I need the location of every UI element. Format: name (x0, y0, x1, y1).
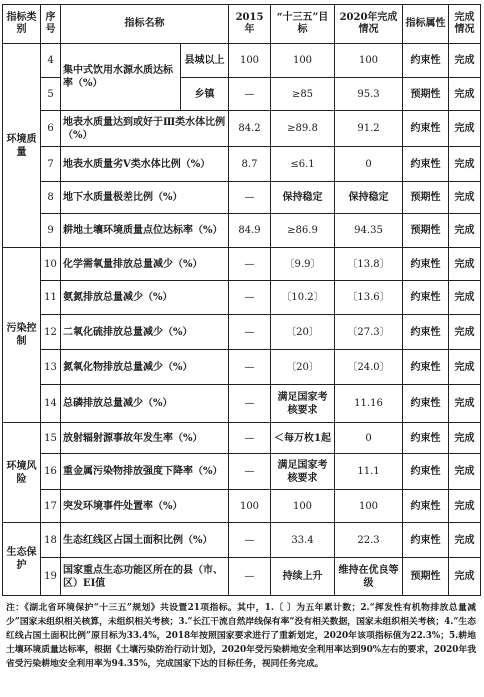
row-2015: — (229, 182, 271, 214)
table-row (3, 490, 481, 523)
row-2015: — (229, 385, 271, 423)
header-2015: 2015年 (229, 5, 271, 44)
header-status: 完成情况 (449, 5, 481, 44)
row-target: 〔9.9〕 (271, 248, 335, 281)
table-footnote: 注：《湖北省环境保护“十三五”规划》共设置21项指标。其中，1.〔 〕为五年累计数；2.“挥发性有机物排放总量减少”国家未组织相关核算，未组织相关考核；3.“长江干流自然岸线保有率”没有相关数据，国家未组织相关考核；4.“生态红线占国土面积比例”原目标为33.4%，2018年按照国家要求进行了重新划定，2020年该项指标值为22.3%；5.耕地土壤环境质量达标率，根据《土壤污染防治行动计划》，2020年受污染耕地安全利用率达到90%左右的要求，2020年我省受污染耕地安全利用率为94.35%，完成国家下达的目标任务，视同任务完成。 (6, 603, 476, 669)
row-name: 放射辐射源事故年发生率（%） (61, 423, 229, 454)
row-target: 〔20〕 (271, 315, 335, 350)
row-status: 完成 (449, 147, 481, 182)
table-row (3, 44, 481, 78)
table-row (3, 385, 481, 423)
row-status: 完成 (449, 385, 481, 423)
row-status: 完成 (449, 78, 481, 111)
row-no: 4 (41, 44, 61, 78)
row-name: 地下水质量极差比例（%） (61, 182, 229, 214)
row-attr: 预期性 (403, 558, 449, 596)
row-no: 7 (41, 147, 61, 182)
row-name: 重金属污染物排放强度下降率（%） (61, 454, 229, 490)
row-2015: 84.9 (229, 214, 271, 248)
row-2015: — (229, 454, 271, 490)
header-target: “十三五”目标 (271, 5, 335, 44)
row-no: 11 (41, 281, 61, 315)
row-2015: — (229, 315, 271, 350)
table-row (3, 558, 481, 596)
table-row (3, 454, 481, 490)
category-ecology: 生态保护 (3, 523, 41, 596)
row-target: 满足国家考核要求 (271, 385, 335, 423)
indicator-table (2, 4, 481, 596)
row-2020: 22.3 (335, 523, 403, 558)
row-name: 氮氧化物排放总量减少（%） (61, 350, 229, 385)
row-status: 完成 (449, 315, 481, 350)
row-2020: 〔24.0〕 (335, 350, 403, 385)
row-2015: 84.2 (229, 111, 271, 147)
row-2020: 〔13.6〕 (335, 281, 403, 315)
row-target: ＜每万枚1起 (271, 423, 335, 454)
row-target: ≥86.9 (271, 214, 335, 248)
row-attr: 约束性 (403, 248, 449, 281)
row-2015: 100 (229, 490, 271, 523)
row-no: 9 (41, 214, 61, 248)
row-2020: 保持稳定 (335, 182, 403, 214)
row-name: 二氧化硫排放总量减少（%） (61, 315, 229, 350)
row-target: ≤6.1 (271, 147, 335, 182)
row-target: 100 (271, 44, 335, 78)
row-2015: 100 (229, 44, 271, 78)
row-attr: 预期性 (403, 214, 449, 248)
row-no: 15 (41, 423, 61, 454)
row-status: 完成 (449, 44, 481, 78)
row-attr: 约束性 (403, 385, 449, 423)
row-name: 国家重点生态功能区所在的县（市、区）EI值 (61, 558, 229, 596)
row-no: 16 (41, 454, 61, 490)
row-status: 完成 (449, 111, 481, 147)
row-attr: 约束性 (403, 281, 449, 315)
table-row (3, 214, 481, 248)
row-attr: 预期性 (403, 182, 449, 214)
category-pollution: 污染控制 (3, 248, 41, 423)
category-env-quality: 环境质量 (3, 44, 41, 248)
row-status: 完成 (449, 214, 481, 248)
row-name: 化学需氧量排放总量减少（%） (61, 248, 229, 281)
row-no: 12 (41, 315, 61, 350)
row-target: 33.4 (271, 523, 335, 558)
row-sub: 县城以上 (181, 44, 229, 78)
row-status: 完成 (449, 248, 481, 281)
table-row (3, 315, 481, 350)
row-2020: 〔27.3〕 (335, 315, 403, 350)
row-2015: — (229, 350, 271, 385)
row-attr: 约束性 (403, 523, 449, 558)
row-2020: 维持在优良等级 (335, 558, 403, 596)
row-name: 突发环境事件处置率（%） (61, 490, 229, 523)
row-attr: 约束性 (403, 350, 449, 385)
row-no: 14 (41, 385, 61, 423)
row-attr: 约束性 (403, 454, 449, 490)
row-2015: — (229, 78, 271, 111)
header-attr: 指标属性 (403, 5, 449, 44)
row-target: ≥85 (271, 78, 335, 111)
header-category: 指标类别 (3, 5, 41, 44)
table-row (3, 350, 481, 385)
row-no: 6 (41, 111, 61, 147)
row-no: 18 (41, 523, 61, 558)
row-status: 完成 (449, 182, 481, 214)
row-name: 地表水质量达到或好于Ⅲ类水体比例（%） (61, 111, 229, 147)
table-row (3, 423, 481, 454)
indicator-table-wrapper (2, 4, 480, 596)
row-status: 完成 (449, 423, 481, 454)
table-row (3, 281, 481, 315)
row-attr: 约束性 (403, 423, 449, 454)
header-2020: 2020年完成情况 (335, 5, 403, 44)
table-row (3, 523, 481, 558)
row-no: 13 (41, 350, 61, 385)
row-2015: — (229, 281, 271, 315)
row-sub: 乡镇 (181, 78, 229, 111)
row-2015: — (229, 523, 271, 558)
row-2020: 95.3 (335, 78, 403, 111)
row-no: 10 (41, 248, 61, 281)
row-attr: 约束性 (403, 315, 449, 350)
row-attr: 预期性 (403, 78, 449, 111)
row-no: 19 (41, 558, 61, 596)
row-name: 地表水质量劣Ⅴ类水体比例（%） (61, 147, 229, 182)
row-target: 持续上升 (271, 558, 335, 596)
row-target: 保持稳定 (271, 182, 335, 214)
row-target: 满足国家考核要求 (271, 454, 335, 490)
row-2020: 0 (335, 147, 403, 182)
row-2020: 〔13.8〕 (335, 248, 403, 281)
row-name: 生态红线区占国土面积比例（%） (61, 523, 229, 558)
table-row (3, 111, 481, 147)
row-name: 氨氮排放总量减少（%） (61, 281, 229, 315)
row-2015: — (229, 423, 271, 454)
table-row (3, 147, 481, 182)
row-name: 总磷排放总量减少（%） (61, 385, 229, 423)
row-no: 8 (41, 182, 61, 214)
row-target: ≥89.8 (271, 111, 335, 147)
row-no: 5 (41, 78, 61, 111)
row-target: 〔10.2〕 (271, 281, 335, 315)
row-2020: 100 (335, 490, 403, 523)
table-row (3, 182, 481, 214)
header-no: 序号 (41, 5, 61, 44)
row-2020: 11.16 (335, 385, 403, 423)
row-attr: 约束性 (403, 44, 449, 78)
row-2020: 91.2 (335, 111, 403, 147)
row-status: 完成 (449, 281, 481, 315)
row-2015: 8.7 (229, 147, 271, 182)
row-2020: 94.35 (335, 214, 403, 248)
row-2015: — (229, 248, 271, 281)
row-status: 完成 (449, 454, 481, 490)
row-2020: 0 (335, 423, 403, 454)
header-row (3, 5, 481, 44)
row-target: 100 (271, 490, 335, 523)
row-status: 完成 (449, 558, 481, 596)
row-target: 〔20〕 (271, 350, 335, 385)
row-2020: 100 (335, 44, 403, 78)
row-attr: 约束性 (403, 111, 449, 147)
row-2020: 11.1 (335, 454, 403, 490)
row-attr: 约束性 (403, 147, 449, 182)
row-name: 耕地土壤环境质量点位达标率（%） (61, 214, 229, 248)
row-status: 完成 (449, 350, 481, 385)
row-attr: 约束性 (403, 490, 449, 523)
row-status: 完成 (449, 490, 481, 523)
row-2015: — (229, 558, 271, 596)
row-name: 集中式饮用水源水质达标率（%） (61, 44, 181, 111)
category-env-risk: 环境风险 (3, 423, 41, 523)
row-status: 完成 (449, 523, 481, 558)
row-no: 17 (41, 490, 61, 523)
table-row (3, 248, 481, 281)
header-name: 指标名称 (61, 5, 229, 44)
